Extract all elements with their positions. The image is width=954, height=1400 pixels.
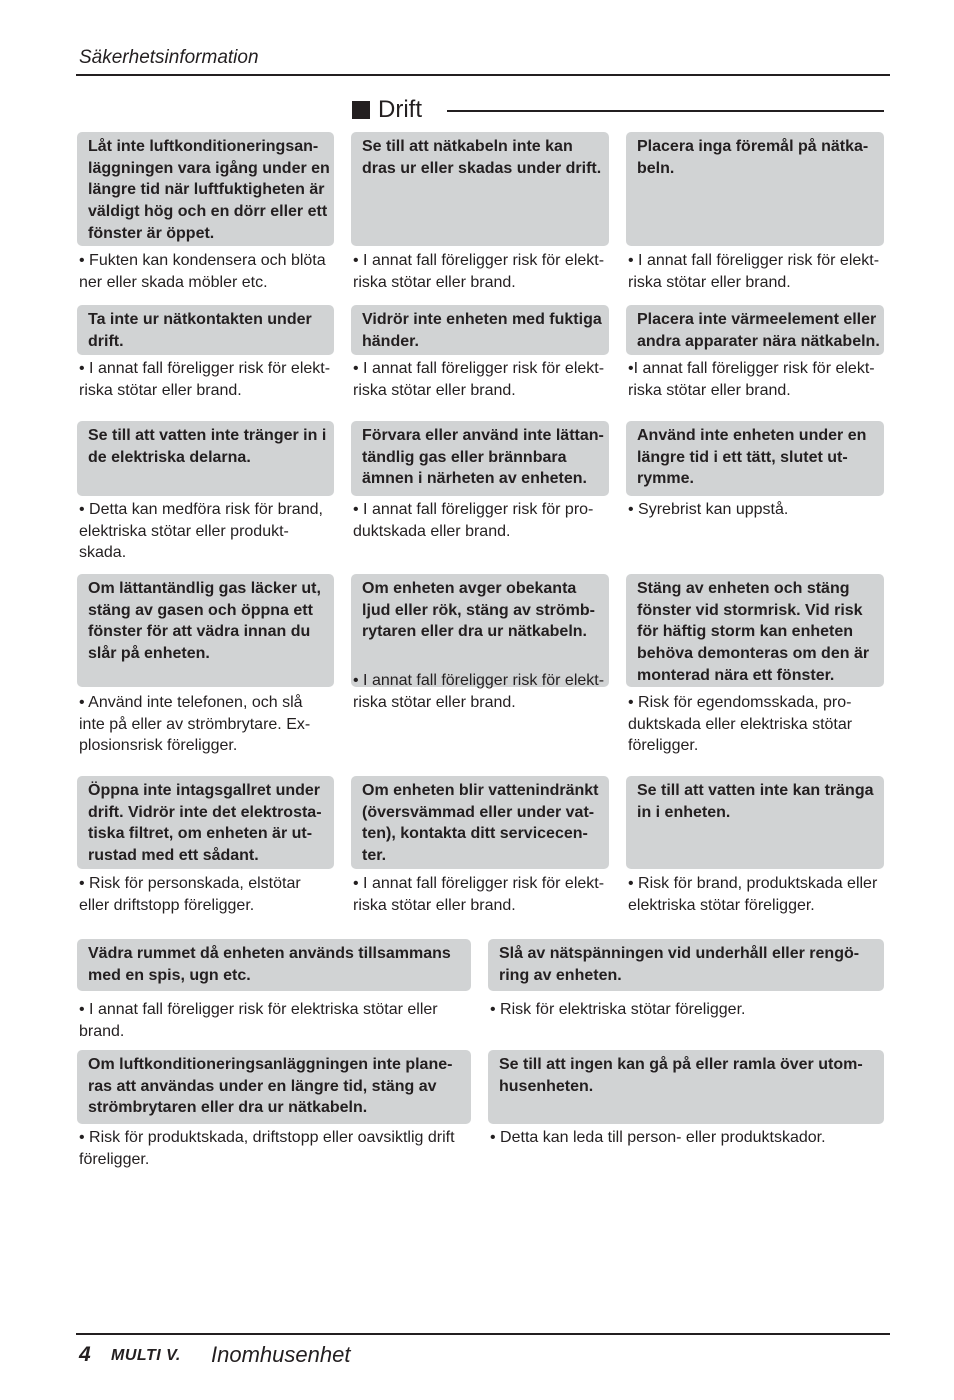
warning-note: • Fukten kan kondensera och blöta ner eller skada möbler etc. [79, 252, 326, 291]
warning-note: • Risk för brand, produktskada eller elektriska stötar föreligger. [628, 875, 878, 914]
warning-box: Se till att vatten inte kan tränga in i enheten. [626, 776, 884, 869]
warning-note: • I annat fall föreligger risk för elekt- riska stötar eller brand. [353, 672, 605, 711]
section-title: Drift [378, 96, 422, 123]
warning-note: • Detta kan leda till person- eller produktskador. [490, 1129, 826, 1146]
warning-box: Om enheten avger obekanta ljud eller rök, stäng av strömb- rytaren eller dra ur nätkabeln. [351, 574, 609, 687]
warning-note: • I annat fall föreligger risk för elekt- riska stötar eller brand. [628, 252, 880, 291]
warning-note: • Syrebrist kan uppstå. [628, 501, 789, 518]
warning-note: • Risk för egendomsskada, pro- duktskada eller elektriska stötar föreligger. [628, 694, 853, 755]
warning-box: Vädra rummet då enheten används tillsammans med en spis, ugn etc. [77, 939, 471, 991]
warning-note: •I annat fall föreligger risk för elekt- riska stötar eller brand. [628, 360, 875, 399]
warning-box: Använd inte enheten under en längre tid i ett tätt, slutet ut- rymme. [626, 421, 884, 496]
warning-box: Se till att nätkabeln inte kan dras ur eller skadas under drift. [351, 132, 609, 246]
square-bullet-icon [352, 101, 370, 119]
warning-note: • I annat fall föreligger risk för elekt- riska stötar eller brand. [353, 360, 605, 399]
warning-note: • I annat fall föreligger risk för elekt- riska stötar eller brand. [353, 875, 605, 914]
warning-note: • Risk för personskada, elstötar eller driftstopp föreligger. [79, 875, 301, 914]
warning-note: • Risk för produktskada, driftstopp eller oavsiktlig drift föreligger. [79, 1129, 455, 1168]
warning-box: Öppna inte intagsgallret under drift. Vidrör inte det elektrosta- tiska filtret, om enheten är ut- rustad med ett sådant. [77, 776, 334, 869]
warning-box: Se till att vatten inte tränger in i de elektriska delarna. [77, 421, 334, 496]
warning-box: Om luftkonditioneringsanläggningen inte plane- ras att användas under en längre tid, stäng av strömbrytaren eller dra ur nätkabeln. [77, 1050, 471, 1124]
header-rule [76, 74, 890, 76]
warning-note: • Risk för elektriska stötar föreligger. [490, 1001, 746, 1018]
warning-box: Se till att ingen kan gå på eller ramla över utom- husenheten. [488, 1050, 884, 1124]
warning-box: Stäng av enheten och stäng fönster vid stormrisk. Vid risk för häftig storm kan enheten behöva demonteras om den är monterad nära ett fönster. [626, 574, 884, 687]
warning-note: • Använd inte telefonen, och slå inte på eller av strömbrytare. Ex- plosionsrisk föreligger. [79, 694, 311, 755]
warning-box: Placera inte värmeelement eller andra apparater nära nätkabeln. [626, 305, 884, 355]
warning-box: Placera inga föremål på nätka- beln. [626, 132, 884, 246]
footer-title: Inomhusenhet [211, 1342, 351, 1367]
warning-box: Förvara eller använd inte lättan- tändlig gas eller brännbara ämnen i närheten av enheten. [351, 421, 609, 496]
warning-note: • I annat fall föreligger risk för elektriska stötar eller brand. [79, 1001, 438, 1040]
brand-logo: MULTI V. [111, 1347, 181, 1364]
footer-rule [76, 1333, 890, 1335]
warning-box: Om lättantändlig gas läcker ut, stäng av gasen och öppna ett fönster för att vädra innan du slår på enheten. [77, 574, 334, 687]
section-rule [447, 110, 884, 112]
warning-note: • I annat fall föreligger risk för pro- duktskada eller brand. [353, 501, 594, 540]
section-heading [352, 96, 422, 124]
warning-note: • Detta kan medföra risk för brand, elektriska stötar eller produkt- skada. [79, 501, 323, 562]
running-header: Säkerhetsinformation [79, 47, 259, 68]
warning-note: • I annat fall föreligger risk för elekt- riska stötar eller brand. [353, 252, 605, 291]
warning-box: Om enheten blir vattenindränkt (översvämmad eller under vat- ten), kontakta ditt servicecen- ter. [351, 776, 609, 869]
page-number: 4 [79, 1343, 91, 1366]
warning-box: Ta inte ur nätkontakten under drift. [77, 305, 334, 355]
warning-box: Låt inte luftkonditioneringsan- läggningen vara igång under en längre tid när luftfuktigheten är väldigt hög och en dörr eller ett fönster är öppet. [77, 132, 334, 246]
warning-note: • I annat fall föreligger risk för elekt- riska stötar eller brand. [79, 360, 331, 399]
warning-box: Slå av nätspänningen vid underhåll eller rengö- ring av enheten. [488, 939, 884, 991]
warning-box: Vidrör inte enheten med fuktiga händer. [351, 305, 609, 355]
